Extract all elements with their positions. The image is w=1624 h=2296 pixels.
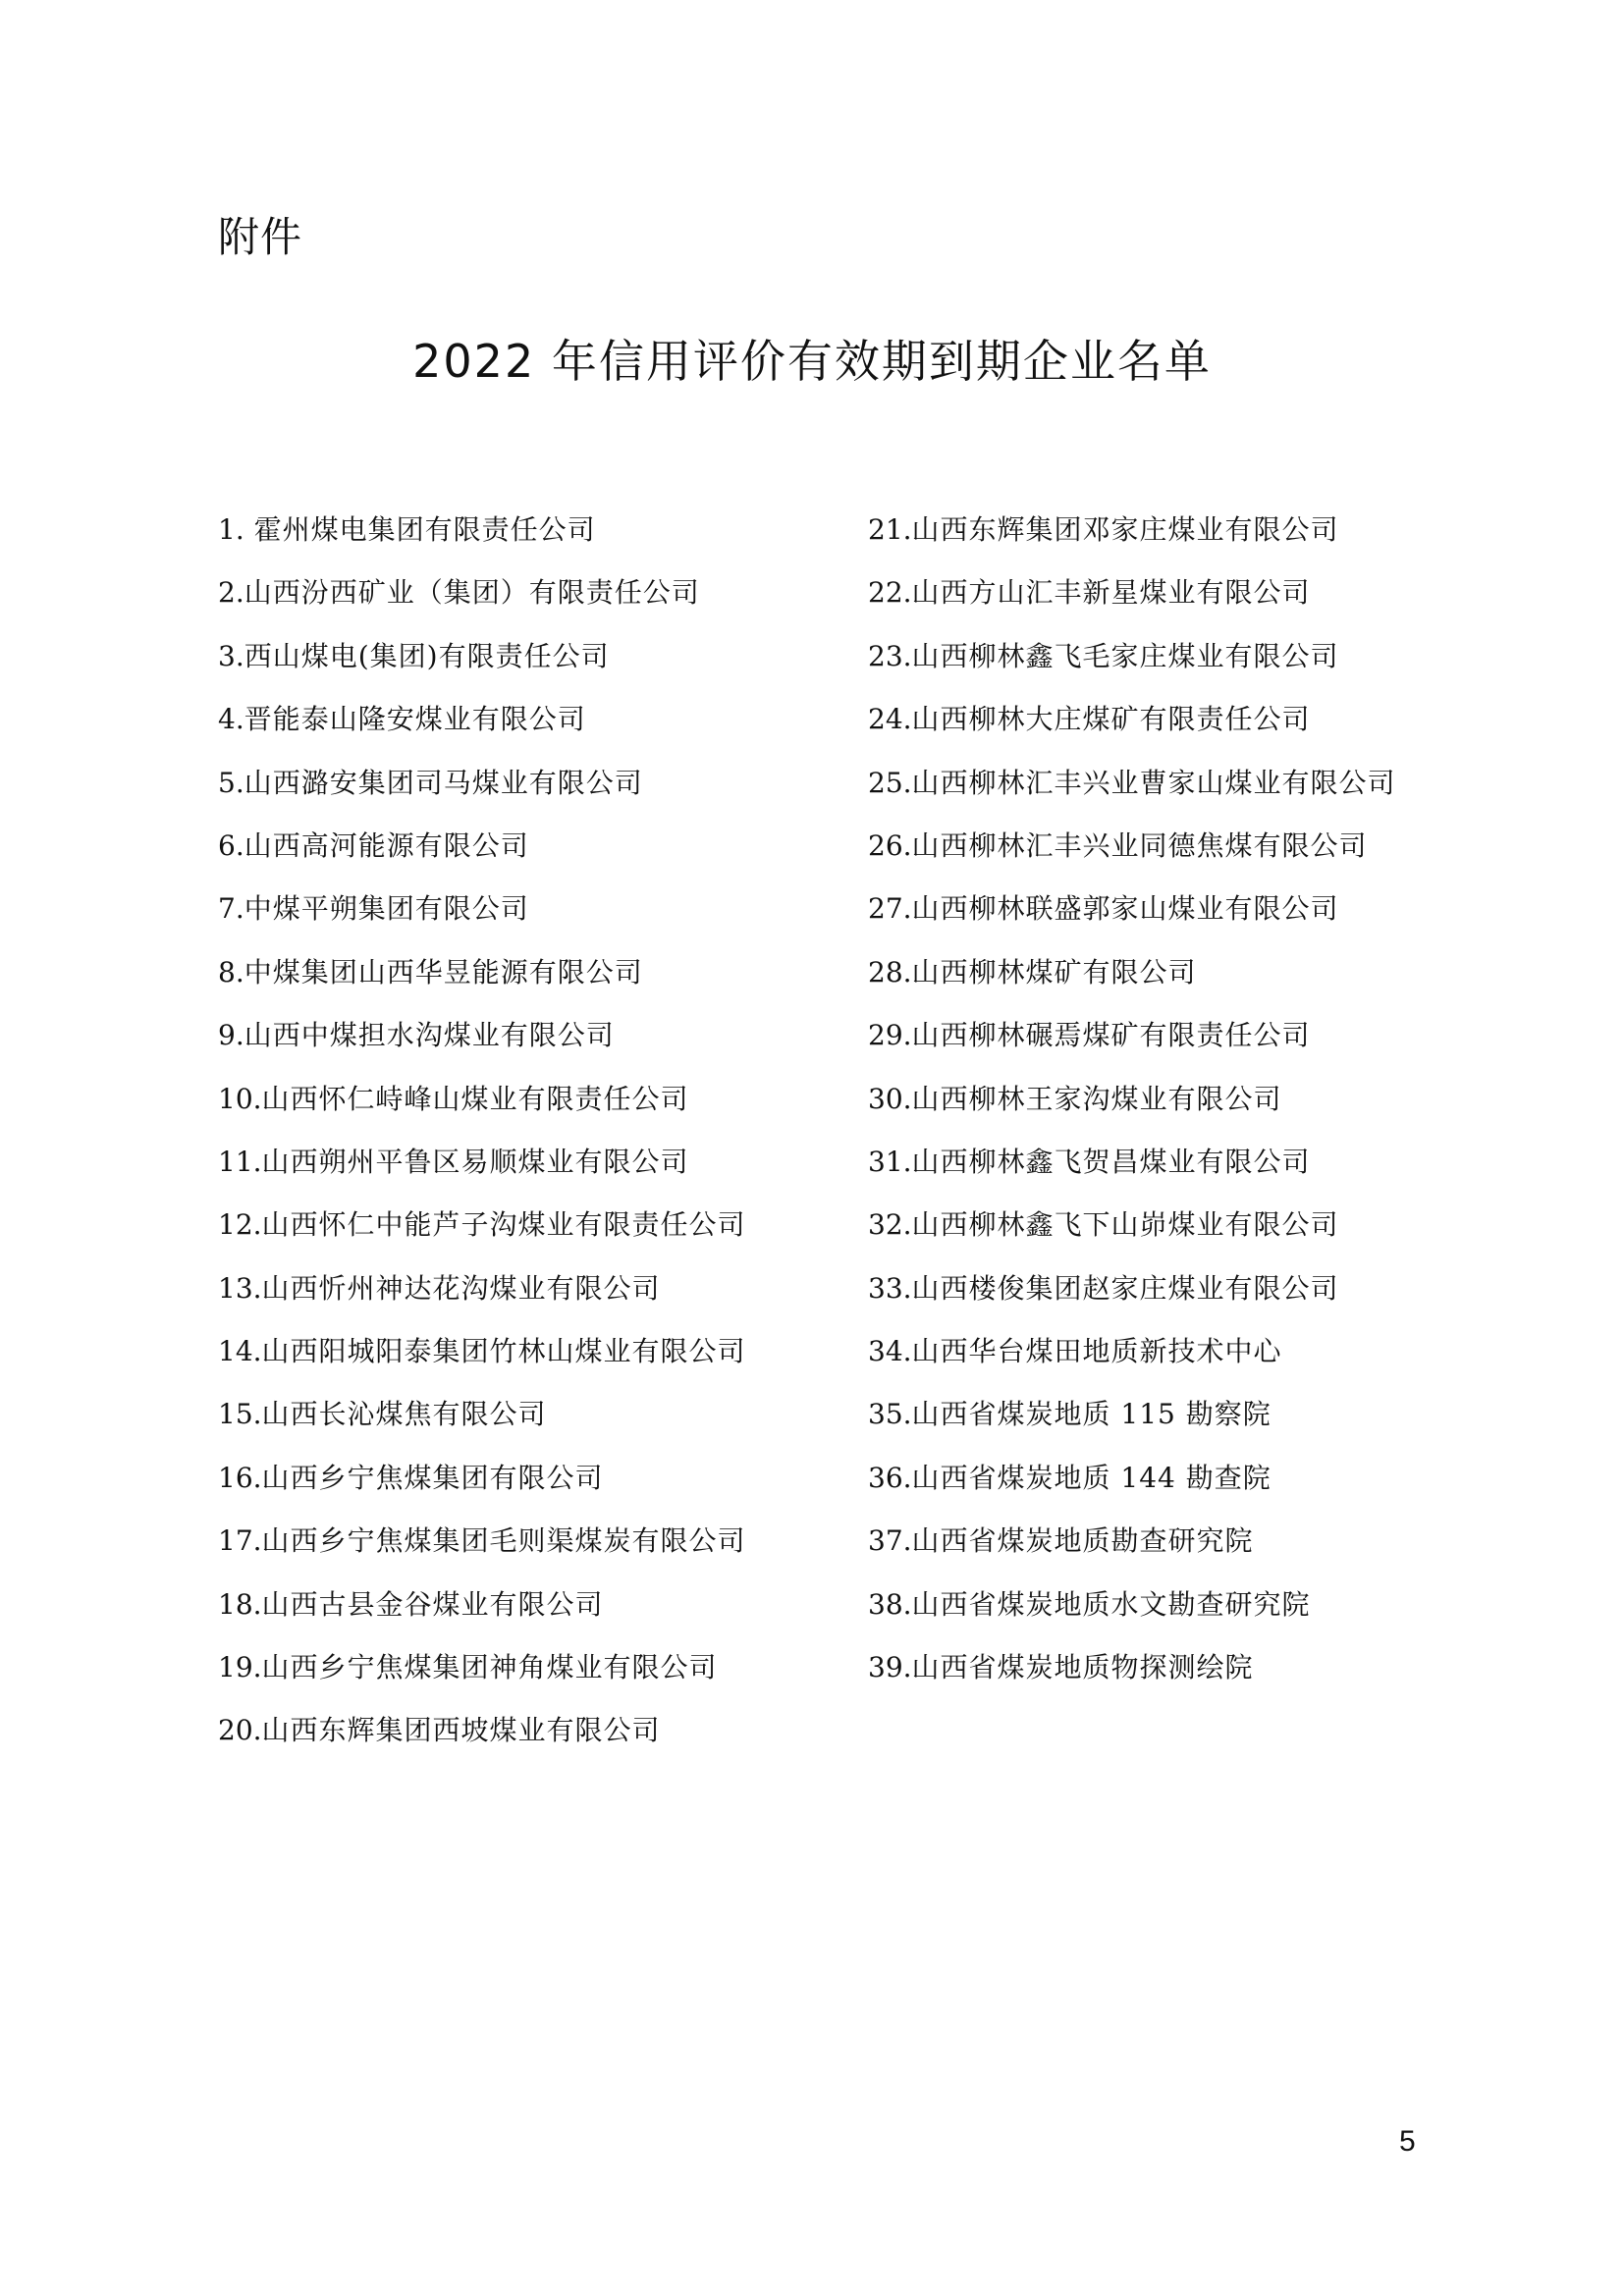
company-name: 山西方山汇丰新星煤业有限公司 <box>911 576 1311 610</box>
item-number: 17. <box>218 1524 262 1558</box>
company-name: 山西柳林鑫飞贺昌煤业有限公司 <box>911 1145 1311 1178</box>
company-list-item <box>218 1636 827 1699</box>
item-number: 1. <box>218 513 244 546</box>
company-name: 山西潞安集团司马煤业有限公司 <box>244 766 643 799</box>
company-list-item <box>868 1510 1457 1573</box>
item-number: 37. <box>868 1524 912 1558</box>
company-list-left <box>218 499 827 1763</box>
item-number: 36. <box>868 1461 912 1494</box>
item-number: 6. <box>218 828 244 862</box>
company-name: 山西乡宁焦煤集团有限公司 <box>261 1461 604 1494</box>
item-number: 33. <box>868 1271 912 1305</box>
company-list-item <box>868 1004 1457 1067</box>
company-list-item <box>868 1320 1457 1383</box>
company-name: 中煤集团山西华昱能源有限公司 <box>244 955 643 988</box>
company-name: 山西怀仁中能芦子沟煤业有限责任公司 <box>261 1208 746 1242</box>
company-list-item <box>868 941 1457 1004</box>
company-name: 山西柳林大庄煤矿有限责任公司 <box>911 703 1311 736</box>
company-name: 西山煤电(集团)有限责任公司 <box>244 639 610 672</box>
company-name: 山西怀仁峙峰山煤业有限责任公司 <box>261 1082 689 1115</box>
item-number: 20. <box>218 1714 262 1747</box>
item-number: 28. <box>868 955 912 988</box>
company-name: 山西乡宁焦煤集团毛则渠煤炭有限公司 <box>261 1524 746 1558</box>
item-number: 7. <box>218 892 244 926</box>
item-number: 10. <box>218 1082 262 1115</box>
item-number: 27. <box>868 892 912 926</box>
company-name: 山西中煤担水沟煤业有限公司 <box>244 1019 615 1052</box>
company-name: 山西省煤炭地质 144 勘查院 <box>911 1461 1272 1494</box>
company-name: 山西古县金谷煤业有限公司 <box>261 1587 604 1621</box>
item-number: 16. <box>218 1461 262 1494</box>
item-number: 29. <box>868 1019 912 1052</box>
company-list-item <box>868 1636 1457 1699</box>
company-list-item <box>218 625 827 688</box>
company-name: 山西阳城阳泰集团竹林山煤业有限公司 <box>261 1335 746 1368</box>
company-name: 山西楼俊集团赵家庄煤业有限公司 <box>911 1271 1339 1305</box>
company-list-item <box>868 1131 1457 1194</box>
item-number: 13. <box>218 1271 262 1305</box>
company-list-item <box>218 688 827 751</box>
company-name: 山西柳林碾焉煤矿有限责任公司 <box>911 1019 1311 1052</box>
company-name: 山西华台煤田地质新技术中心 <box>911 1335 1282 1368</box>
item-number: 22. <box>868 576 912 610</box>
company-list-right <box>868 499 1457 1699</box>
company-list-item <box>218 815 827 878</box>
company-list-item <box>868 1068 1457 1131</box>
company-list-item <box>218 941 827 1004</box>
company-list-item <box>218 1320 827 1383</box>
company-name: 山西忻州神达花沟煤业有限公司 <box>261 1271 661 1305</box>
company-list-item <box>218 1574 827 1636</box>
company-name: 山西柳林汇丰兴业同德焦煤有限公司 <box>911 828 1368 862</box>
company-name: 山西柳林王家沟煤业有限公司 <box>911 1082 1282 1115</box>
item-number: 35. <box>868 1398 912 1431</box>
company-list-item <box>218 878 827 940</box>
company-name: 山西朔州平鲁区易顺煤业有限公司 <box>261 1145 689 1178</box>
company-name: 山西省煤炭地质 115 勘察院 <box>911 1398 1272 1431</box>
item-number: 5. <box>218 766 244 799</box>
company-name: 霍州煤电集团有限责任公司 <box>244 513 596 546</box>
company-name: 山西省煤炭地质水文勘查研究院 <box>911 1587 1311 1621</box>
company-list-item <box>868 878 1457 940</box>
company-name: 山西东辉集团西坡煤业有限公司 <box>261 1714 661 1747</box>
item-number: 9. <box>218 1019 244 1052</box>
item-number: 4. <box>218 703 244 736</box>
company-list-item <box>868 1574 1457 1636</box>
company-name: 山西长沁煤焦有限公司 <box>261 1398 547 1431</box>
item-number: 14. <box>218 1335 262 1368</box>
company-name: 山西柳林汇丰兴业曹家山煤业有限公司 <box>911 766 1396 799</box>
item-number: 2. <box>218 576 244 610</box>
item-number: 12. <box>218 1208 262 1242</box>
company-list-item <box>218 1699 827 1762</box>
item-number: 32. <box>868 1208 912 1242</box>
company-list-item <box>868 499 1457 561</box>
item-number: 3. <box>218 639 244 672</box>
company-list-item <box>868 1447 1457 1510</box>
item-number: 23. <box>868 639 912 672</box>
company-name: 山西柳林鑫飞毛家庄煤业有限公司 <box>911 639 1339 672</box>
company-name: 山西柳林煤矿有限公司 <box>911 955 1197 988</box>
item-number: 11. <box>218 1145 262 1178</box>
item-number: 39. <box>868 1651 912 1684</box>
item-number: 8. <box>218 955 244 988</box>
item-number: 15. <box>218 1398 262 1431</box>
attachment-label: 附件 <box>218 213 303 261</box>
document-title: 2022 年信用评价有效期到期企业名单 <box>412 335 1212 388</box>
company-name: 山西乡宁焦煤集团神角煤业有限公司 <box>261 1651 718 1684</box>
item-number: 26. <box>868 828 912 862</box>
company-name: 山西柳林联盛郭家山煤业有限公司 <box>911 892 1339 926</box>
company-list-item <box>218 752 827 815</box>
item-number: 31. <box>868 1145 912 1178</box>
company-name: 晋能泰山隆安煤业有限公司 <box>244 703 586 736</box>
company-list-item <box>868 1257 1457 1320</box>
company-list-item <box>868 561 1457 624</box>
company-list-item <box>218 1447 827 1510</box>
company-list-item <box>218 1510 827 1573</box>
company-list-item <box>868 625 1457 688</box>
company-name: 山西东辉集团邓家庄煤业有限公司 <box>911 513 1339 546</box>
company-name: 山西柳林鑫飞下山峁煤业有限公司 <box>911 1208 1339 1242</box>
item-number: 19. <box>218 1651 262 1684</box>
company-list-item <box>868 1194 1457 1256</box>
item-number: 24. <box>868 703 912 736</box>
company-name: 山西高河能源有限公司 <box>244 828 529 862</box>
company-name: 中煤平朔集团有限公司 <box>244 892 529 926</box>
company-list-item <box>218 1131 827 1194</box>
item-number: 34. <box>868 1335 912 1368</box>
company-list-item <box>218 1194 827 1256</box>
company-list-item <box>868 1383 1457 1446</box>
company-list-item <box>218 1257 827 1320</box>
company-list-item <box>868 688 1457 751</box>
company-name: 山西汾西矿业（集团）有限责任公司 <box>244 576 700 610</box>
company-list-item <box>868 815 1457 878</box>
company-list-item <box>218 499 827 561</box>
company-list-item <box>218 561 827 624</box>
item-number: 25. <box>868 766 912 799</box>
company-list-item <box>868 752 1457 815</box>
company-list-item <box>218 1004 827 1067</box>
company-list-item <box>218 1383 827 1446</box>
item-number: 18. <box>218 1587 262 1621</box>
item-number: 21. <box>868 513 912 546</box>
item-number: 30. <box>868 1082 912 1115</box>
company-list-item <box>218 1068 827 1131</box>
item-number: 38. <box>868 1587 912 1621</box>
company-name: 山西省煤炭地质勘查研究院 <box>911 1524 1254 1558</box>
page-number: 5 <box>1399 2125 1416 2158</box>
company-name: 山西省煤炭地质物探测绘院 <box>911 1651 1254 1684</box>
